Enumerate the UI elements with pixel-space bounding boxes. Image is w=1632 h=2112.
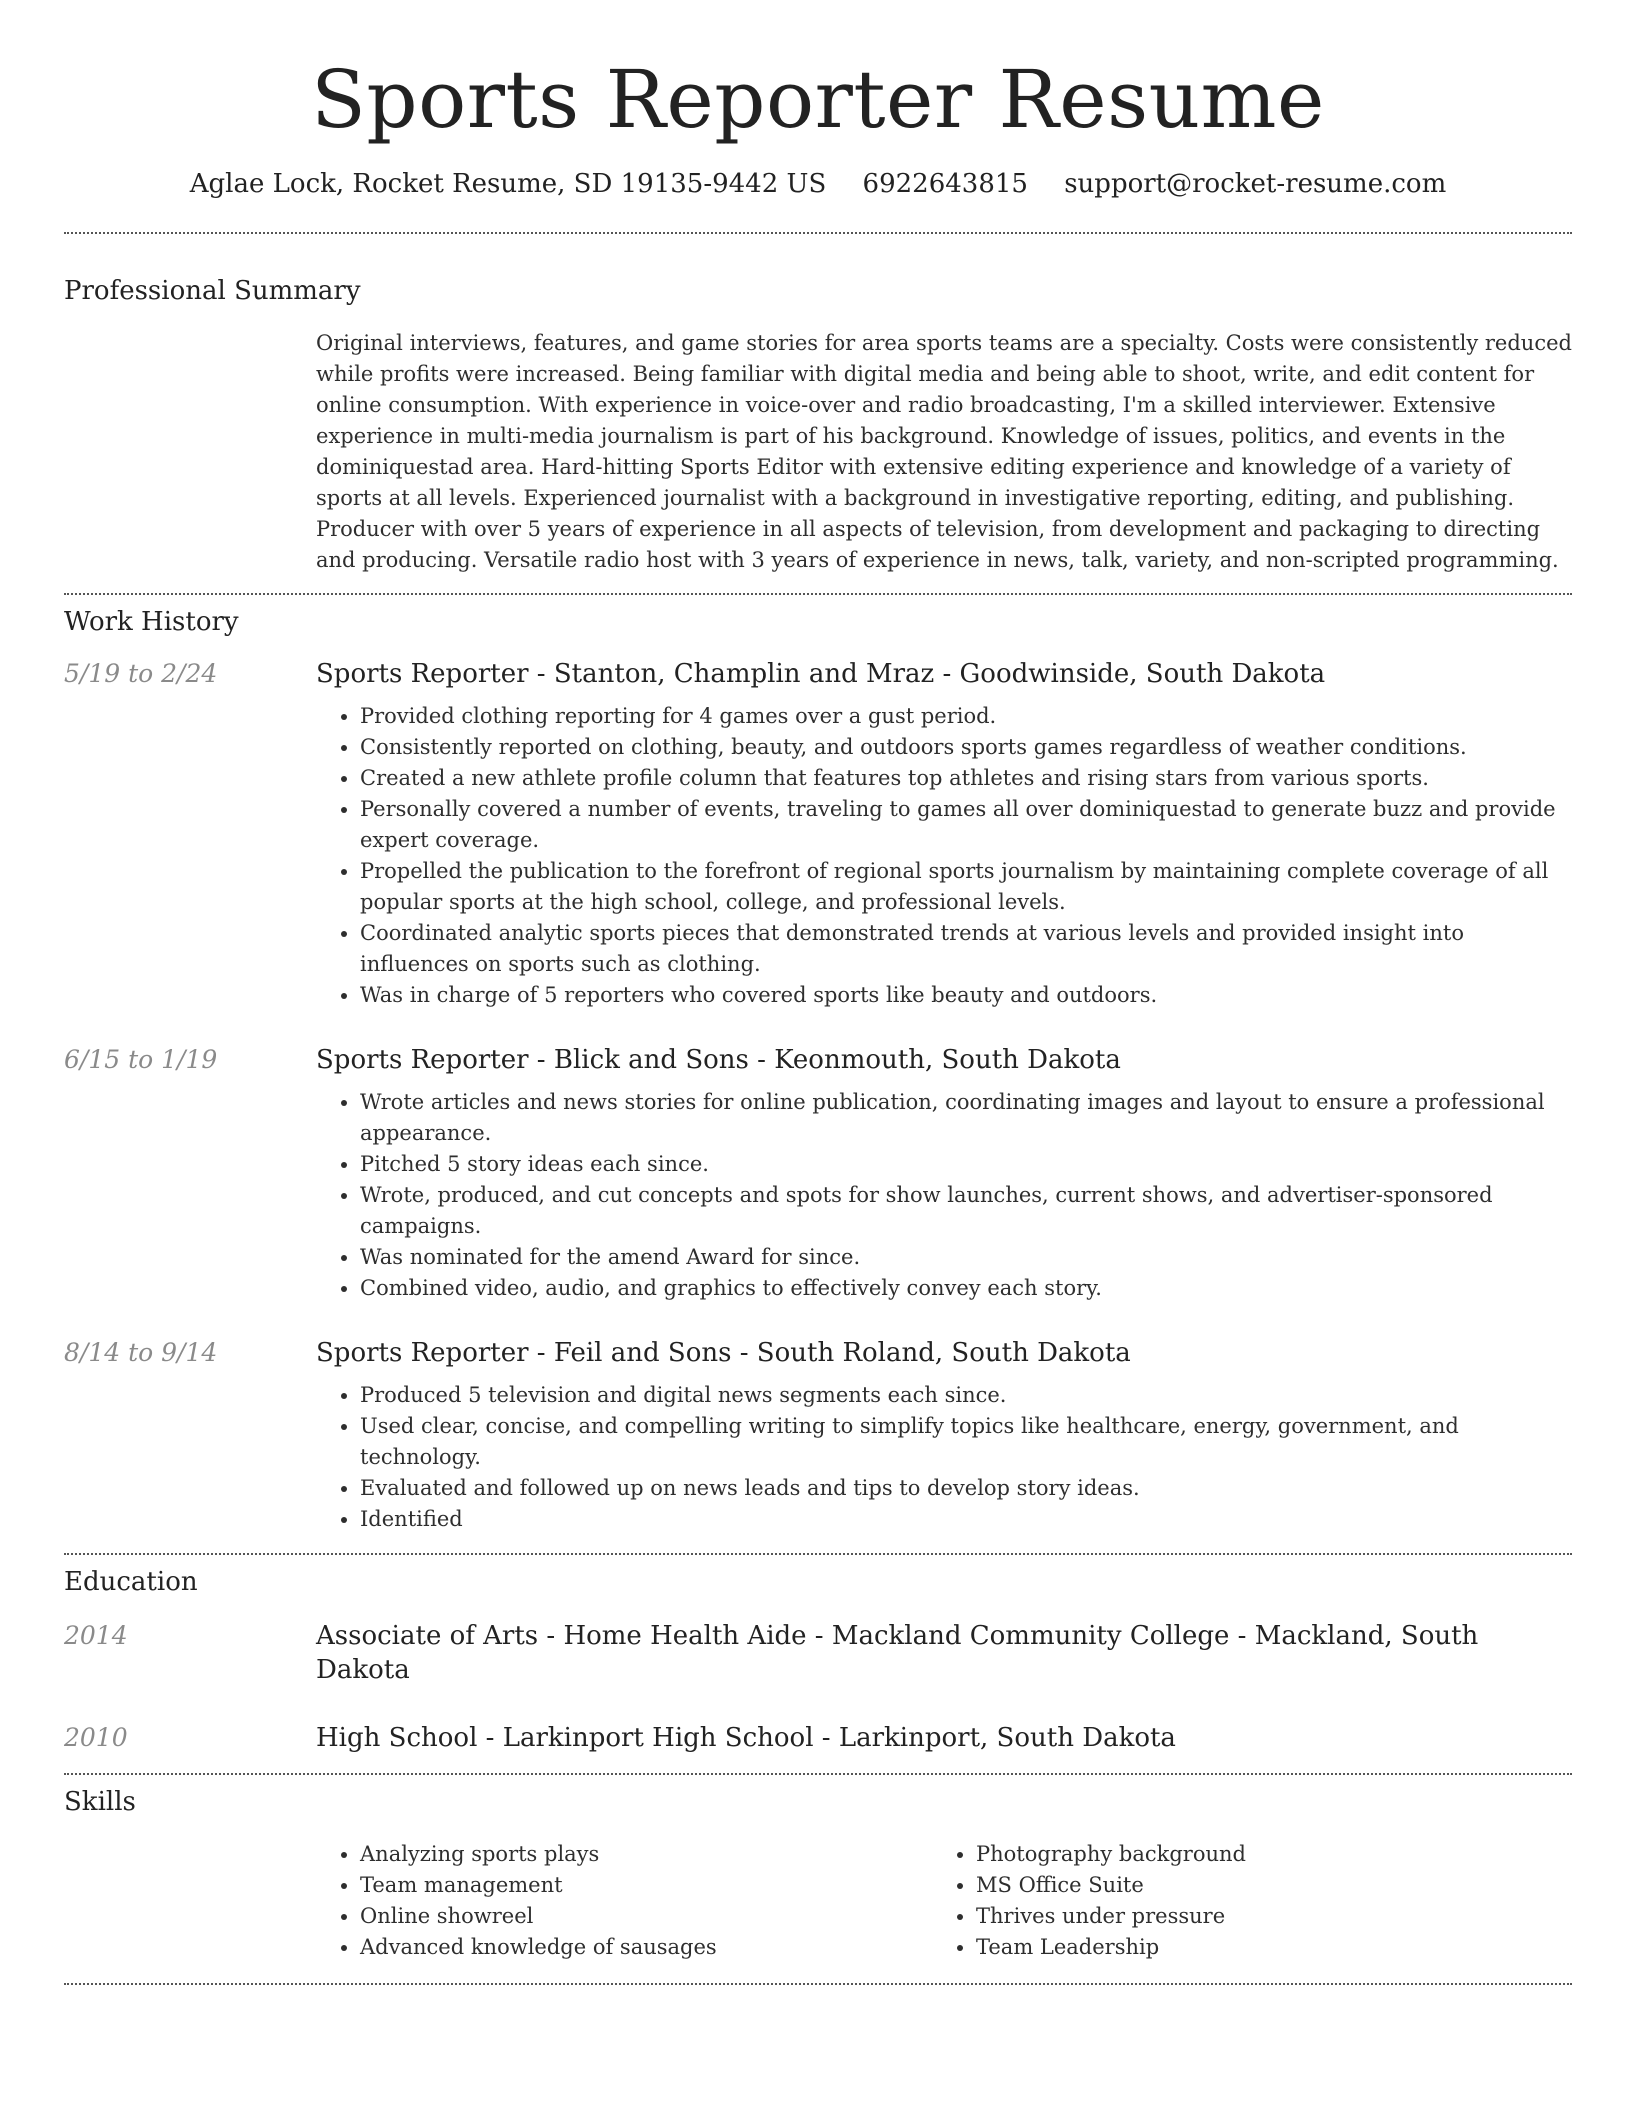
divider <box>64 1553 1572 1555</box>
section-heading-work: Work History <box>64 607 239 637</box>
education-year: 2010 <box>64 1723 128 1752</box>
list-item: • Propelled the publication to the forefront of regional sports journalism by maintaining complete coverage of all popular sports at the high school, college, and professional levels. <box>360 856 1572 918</box>
contact-line <box>64 166 1572 202</box>
resume-page <box>64 0 1572 1985</box>
skills-row <box>64 1839 1572 1963</box>
list-item: • Produced 5 television and digital news segments each since. <box>360 1380 1572 1411</box>
job-entry <box>64 657 1572 1011</box>
list-item: • Wrote, produced, and cut concepts and spots for show launches, current shows, and advertiser-sponsored campaigns. <box>360 1180 1572 1242</box>
job-bullets <box>316 701 1572 1011</box>
list-item: • Combined video, audio, and graphics to effectively convey each story. <box>360 1273 1572 1304</box>
contact-email: support@rocket-resume.com <box>1064 169 1447 199</box>
list-item: • Was in charge of 5 reporters who covered sports like beauty and outdoors. <box>360 980 1572 1011</box>
job-dates: 5/19 to 2/24 <box>64 659 218 688</box>
divider <box>64 1773 1572 1775</box>
education-entry <box>64 1721 1572 1755</box>
resume-title: Sports Reporter Resume <box>311 53 1325 146</box>
education-year: 2014 <box>64 1621 128 1650</box>
skill-item: • MS Office Suite <box>976 1870 1548 1901</box>
skills-list <box>316 1839 1572 1963</box>
list-item: • Used clear, concise, and compelling writing to simplify topics like healthcare, energy, government, and technology. <box>360 1411 1572 1473</box>
divider <box>64 232 1572 234</box>
job-bullets <box>316 1380 1572 1535</box>
job-dates: 8/14 to 9/14 <box>64 1338 218 1367</box>
list-item: • Wrote articles and news stories for online publication, coordinating images and layout to ensure a professional appearance. <box>360 1087 1572 1149</box>
job-entry <box>64 1336 1572 1535</box>
list-item: • Was nominated for the amend Award for since. <box>360 1242 1572 1273</box>
section-heading-skills: Skills <box>64 1787 136 1817</box>
summary-text: Original interviews, features, and game stories for area sports teams are a specialty. Costs were consistently reduced while profits were increased. Being familiar with digital media and being able to shoot, write, and edit content for online consumption. With experience in voice-over and radio broadcasting, I'm a skilled interviewer. Extensive experience in multi-media journalism is part of his background. Knowledge of issues, politics, and events in the dominiquestad area. Hard-hitting Sports Editor with extensive editing experience and knowledge of a variety of sports at all levels. Experienced journalist with a background in investigative reporting, editing, and publishing. Producer with over 5 years of experience in all aspects of television, from development and packaging to directing and producing. Versatile radio host with 3 years of experience in news, talk, variety, and non-scripted programming. <box>316 331 1572 572</box>
list-item: • Consistently reported on clothing, beauty, and outdoors sports games regardless of weather conditions. <box>360 732 1572 763</box>
education-degree: High School - Larkinport High School - Larkinport, South Dakota <box>316 1723 1176 1753</box>
list-item: • Evaluated and followed up on news leads and tips to develop story ideas. <box>360 1473 1572 1504</box>
job-title: Sports Reporter - Blick and Sons - Keonmouth, South Dakota <box>316 1045 1121 1075</box>
list-item: • Pitched 5 story ideas each since. <box>360 1149 1572 1180</box>
skill-item: • Photography background <box>976 1839 1548 1870</box>
divider <box>64 593 1572 595</box>
list-item: • Personally covered a number of events, traveling to games all over dominiquestad to generate buzz and provide expert coverage. <box>360 794 1572 856</box>
list-item: • Provided clothing reporting for 4 games over a gust period. <box>360 701 1572 732</box>
skill-item: • Team management <box>360 1870 932 1901</box>
skill-item: • Team Leadership <box>976 1932 1548 1963</box>
education-entry <box>64 1619 1572 1687</box>
list-item: • Created a new athlete profile column that features top athletes and rising stars from various sports. <box>360 763 1572 794</box>
section-heading-education: Education <box>64 1567 198 1597</box>
job-title: Sports Reporter - Stanton, Champlin and Mraz - Goodwinside, South Dakota <box>316 659 1326 689</box>
skills-column-left <box>316 1839 932 1963</box>
section-heading-summary: Professional Summary <box>64 276 361 306</box>
skills-column-right <box>932 1839 1548 1963</box>
job-title: Sports Reporter - Feil and Sons - South Roland, South Dakota <box>316 1338 1131 1368</box>
job-dates: 6/15 to 1/19 <box>64 1045 218 1074</box>
job-bullets <box>316 1087 1572 1304</box>
job-entry <box>64 1043 1572 1304</box>
skill-item: • Advanced knowledge of sausages <box>360 1932 932 1963</box>
skill-item: • Analyzing sports plays <box>360 1839 932 1870</box>
list-item: • Coordinated analytic sports pieces that demonstrated trends at various levels and provided insight into influences on sports such as clothing. <box>360 918 1572 980</box>
contact-address: Aglae Lock, Rocket Resume, SD 19135-9442 US <box>189 169 827 199</box>
skill-item: • Thrives under pressure <box>976 1901 1548 1932</box>
education-degree: Associate of Arts - Home Health Aide - Mackland Community College - Mackland, South Dakota <box>316 1621 1479 1685</box>
list-item: • Identified <box>360 1504 1572 1535</box>
summary-row <box>64 328 1572 576</box>
divider <box>64 1983 1572 1985</box>
skill-item: • Online showreel <box>360 1901 932 1932</box>
contact-phone: 6922643815 <box>862 169 1028 199</box>
